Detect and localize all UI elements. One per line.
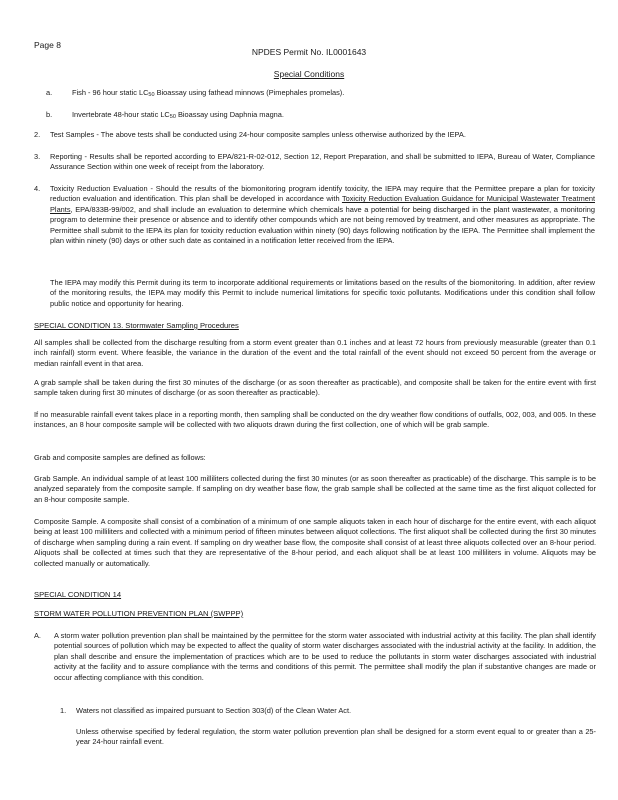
item-2-label: 2. xyxy=(34,130,41,139)
bioassay-a-label: a. xyxy=(46,88,53,97)
sc14-heading: SPECIAL CONDITION 14 xyxy=(34,590,122,599)
item-4-paragraph-2: The IEPA may modify this Permit during its term to incorporate additional requirements or limitations based on the results of the biomonitoring. In addition, after review of the monitoring results, the IEPA may modify this Permit to include numerical limitations for specific toxic pollutants. Modifications under this condition shall follow public notice and opportunity for hearing. xyxy=(50,278,595,308)
tre-guidance-title: Toxicity Reduction Evaluation Guidance for Municipal Wastewater Treatment Plants xyxy=(50,194,595,214)
sc13-paragraph-3: If no measurable rainfall event takes place in a reporting month, then sampling shall be conducted on the dry weather flow conditions of outfalls, 002, 003, and 005. In these instances, an 8 hour composite sample will be collected with two aliquots drawn during the first collection, one of which will be grab sample. xyxy=(34,410,596,430)
sc14-a-label: A. xyxy=(34,631,41,640)
sc13-heading: SPECIAL CONDITION 13. Stormwater Sampling Procedures xyxy=(34,321,239,330)
grab-sample-definition: Grab Sample. An individual sample of at least 100 milliliters collected during the first 30 minutes (or as soon thereafter as practicable) of the discharge. This sample is to be analyzed separately from the composite sample. If sampling on dry weather base flow, the grab sample shall be collected at the same time as the first aliquot collected for an 8-hour composite sample. xyxy=(34,474,596,504)
bioassay-b: Invertebrate 48-hour static $LC_{50}$ Bioassay using Daphnia magna. xyxy=(72,110,284,120)
sc14-item-1-detail: Unless otherwise specified by federal regulation, the storm water pollution prevention plan shall be designed for a storm event equal to or greater than a 25-year 24-hour rainfall event. xyxy=(76,727,596,747)
sc14-a-text: A storm water pollution prevention plan shall be maintained by the permittee for the storm water associated with industrial activity at this facility. The plan shall identify potential sources of pollution which may be expected to affect the quality of storm water discharges associated with the industrial activity at the facility. In addition, the plan shall describe and ensure the implementation of practices which are to be used to reduce the pollutants in storm water discharges associated with industrial activity at the facility and to assure compliance with the terms and conditions of this permit. The permittee shall modify the plan if substantive changes are made or occur affecting compliance with this condition. xyxy=(54,631,596,682)
item-2-text: Test Samples - The above tests shall be conducted using 24-hour composite samples unless otherwise authorized by the IEPA. xyxy=(50,130,466,139)
item-3-label: 3. xyxy=(34,152,41,161)
item-3-text: Reporting - Results shall be reported according to EPA/821-R-02-012, Section 12, Report Preparation, and shall be submitted to IEPA, Bureau of Water, Compliance Assurance Section within one week of receipt from the laboratory. xyxy=(50,152,595,172)
section-title: Special Conditions xyxy=(273,69,345,79)
permit-header: NPDES Permit No. IL0001643 xyxy=(251,47,367,57)
swppp-heading: STORM WATER POLLUTION PREVENTION PLAN (SWPPP) xyxy=(34,609,244,618)
item-4-paragraph-1: Toxicity Reduction Evaluation - Should the results of the biomonitoring program identify toxicity, the IEPA may require that the Permittee prepare a plan for toxicity reduction evaluation and identification. This plan shall be developed in accordance with Toxicity Reduction Evaluation Guidance for Municipal Wastewater Treatment Plants, EPA/833B-99/002, and shall include an evaluation to determine which chemicals have a potential for being discharged in the plant wastewater, a monitoring program to determine their presence or absence and to identify other compounds which are not being removed by treatment, and other measures as appropriate. The Permittee shall submit to the IEPA its plan for toxicity reduction evaluation within ninety (90) days following notification by the IEPA. The Permittee shall implement the plan within ninety (90) days or other such date as contained in a notification letter received from the IEPA. xyxy=(50,184,595,246)
composite-sample-definition: Composite Sample. A composite shall consist of a combination of a minimum of one sample aliquots taken in each hour of discharge for the entire event, with each aliquot being at least 100 milliliters and collected with a minimum period of fifteen minutes between aliquot collections. The first aliquot shall be collected during the first 30 minutes of discharge when sampling during a rain event. If sampling on dry weather base flow, the composite shall consist of at least three aliquots collected over an 8-hour period. Aliquots shall be collected at times such that they are representative of the 8-hour period, and each aliquot shall be at least 100 milliliters in volume. Aliquots may be collected manually or automatically. xyxy=(34,517,596,568)
sc13-paragraph-1: All samples shall be collected from the discharge resulting from a storm event greater than 0.1 inches and at least 72 hours from previously measurable (greater than 0.1 inch rainfall) storm event. Where feasible, the variance in the duration of the event and the total rainfall of the event should not exceed 50 percent from the average or median rainfall event in that area. xyxy=(34,338,596,368)
bioassay-a: Fish - 96 hour static $LC_{50}$ Bioassay using fathead minnows (Pimephales promelas). xyxy=(72,88,345,98)
bioassay-b-label: b. xyxy=(46,110,53,119)
sc13-paragraph-2: A grab sample shall be taken during the first 30 minutes of the discharge (or as soon thereafter as practicable), and composite shall be taken for the entire event with first sample taken during first 30 minutes of discharge (or as soon thereafter as practicable). xyxy=(34,378,596,398)
sc14-item-1-text: Waters not classified as impaired pursuant to Section 303(d) of the Clean Water Act. xyxy=(76,706,352,715)
item-4-label: 4. xyxy=(34,184,41,193)
sc14-item-1-label: 1. xyxy=(60,706,67,715)
sc13-paragraph-4: Grab and composite samples are defined as follows: xyxy=(34,453,206,462)
page-number: Page 8 xyxy=(34,40,61,50)
